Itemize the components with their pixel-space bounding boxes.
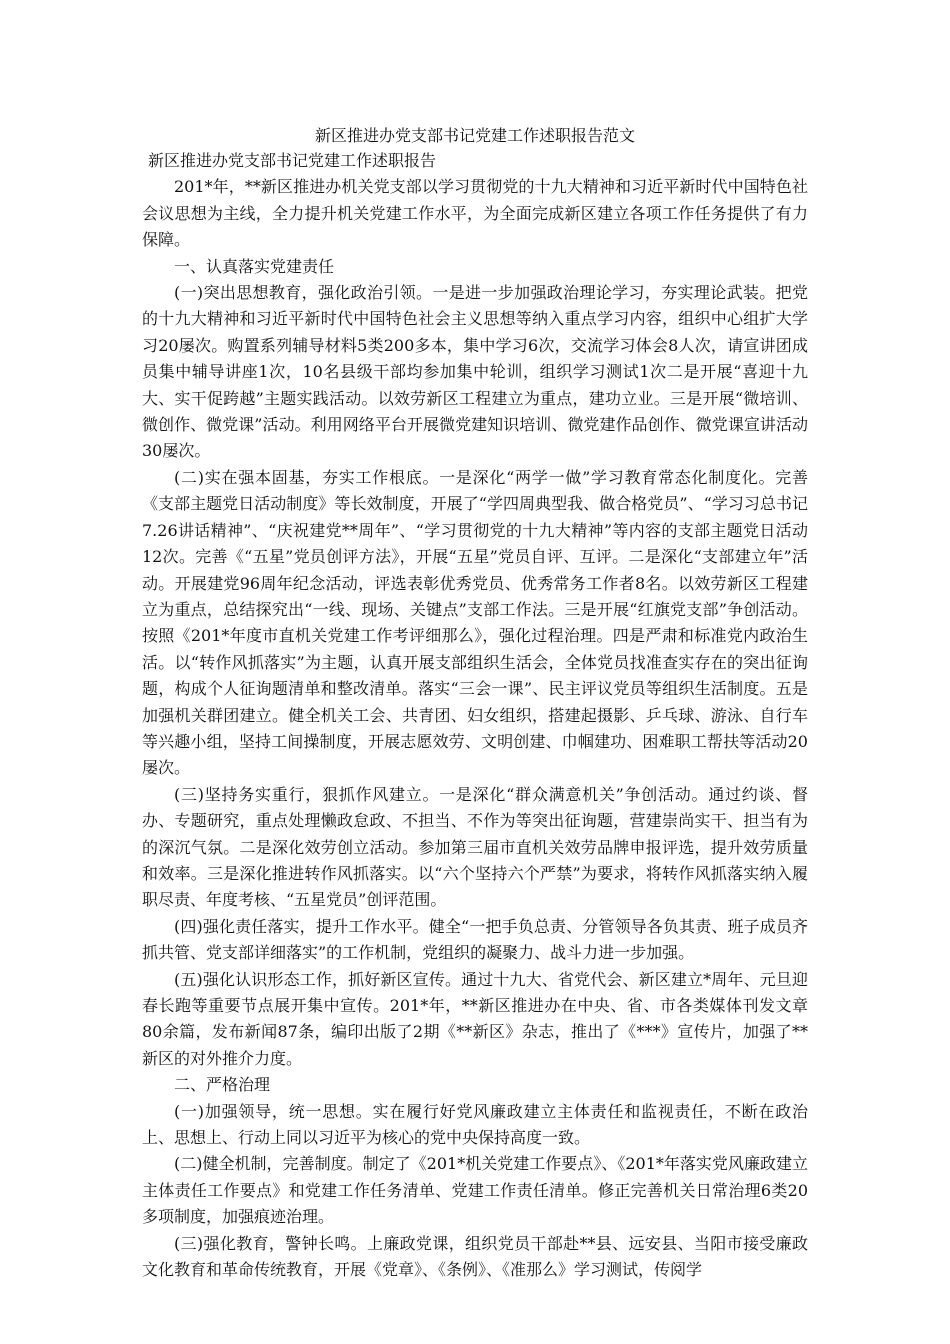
document-body	[142, 148, 808, 1283]
paragraph-2-3: (三)强化教育，警钟长鸣。上廉政党课，组织党员干部赴**县、远安县、当阳市接受廉政文化教育和革命传统教育，开展《党章》、《条例》、《准那么》学习测试，传阅学	[142, 1233, 808, 1280]
paragraph-2-1: (一)加强领导，统一思想。实在履行好党风廉政建立主体责任和监视责任，不断在政治上、思想上、行动上同以习近平为核心的党中央保持高度一致。	[142, 1101, 808, 1148]
report-subtitle: 新区推进办党支部书记党建工作述职报告	[148, 151, 437, 170]
paragraph-1-2: (二)实在强本固基，夯实工作根底。一是深化“两学一做”学习教育常态化制度化。完善《支部主题党日活动制度》等长效制度，开展了“学四周典型我、做合格党员”、“学习习总书记7.26讲话精神”、“庆祝建党**周年”、“学习贯彻党的十九大精神”等内容的支部主题党日活动12次。完善《“五星”党员创评方法》，开展“五星”党员自评、互评。二是深化“支部建立年”活动。开展建党96周年纪念活动，评选表彰优秀党员、优秀常务工作者8名。以效劳新区工程建立为重点，总结探究出“一线、现场、关键点”支部工作法。三是开展“红旗党支部”争创活动。按照《201*年度市直机关党建工作考评细那么》，强化过程治理。四是严肃和标准党内政治生活。以“转作风抓落实”为主题，认真开展支部组织生活会，全体党员找准查实存在的突出征询题，构成个人征询题清单和整改清单。落实“三会一课”、民主评议党员等组织生活制度。五是加强机关群团建立。健全机关工会、共青团、妇女组织，搭建起摄影、乒乓球、游泳、自行车等兴趣小组，坚持工间操制度，开展志愿效劳、文明创建、巾帼建功、困难职工帮扶等活动20屡次。	[142, 467, 808, 778]
section-heading-1: 一、认真落实党建责任	[174, 256, 335, 276]
intro-paragraph: 201*年，**新区推进办机关党支部以学习贯彻党的十九大精神和习近平新时代中国特色社会议思想为主线，全力提升机关党建工作水平，为全面完成新区建立各项工作任务提供了有力保障。	[142, 177, 808, 250]
paragraph-1-3: (三)坚持务实重行，狠抓作风建立。一是深化“群众满意机关”争创活动。通过约谈、督办、专题研究，重点处理懒政怠政、不担当、不作为等突出征询题，营建崇尚实干、担当有为的深沉气氛。二是深化效劳创立活动。参加第三届市直机关效劳品牌申报评选，提升效劳质量和效率。三是深化推进转作风抓落实。以“六个坚持六个严禁”为要求，将转作风抓落实纳入履职尽责、年度考核、“五星党员”创评范围。	[142, 784, 808, 910]
paragraph-1-5: (五)强化认识形态工作，抓好新区宣传。通过十九大、省党代会、新区建立*周年、元旦迎春长跑等重要节点展开集中宣传。201*年，**新区推进办在中央、省、市各类媒体刊发文章80余篇，发布新闻87条，编印出版了2期《**新区》杂志，推出了《***》宣传片，加强了**新区的对外推介力度。	[142, 969, 808, 1068]
paragraph-1-4: (四)强化责任落实，提升工作水平。健全“一把手负总责、分管领导各负其责、班子成员齐抓共管、党支部详细落实”的工作机制，党组织的凝聚力、战斗力进一步加强。	[142, 916, 808, 963]
paragraph-1-1: (一)突出思想教育，强化政治引领。一是进一步加强政治理论学习，夯实理论武装。把党的十九大精神和习近平新时代中国特色社会主义思想等纳入重点学习内容，组织中心组扩大学习20屡次。购置系列辅导材料5类200多本，集中学习6次，交流学习体会8人次，请宣讲团成员集中辅导讲座1次，10名县级干部均参加集中轮训，组织学习测试1次二是开展“喜迎十九大、实干促跨越”主题实践活动。以效劳新区工程建立为重点，建功立业。三是开展“微培训、微创作、微党课”活动。利用网络平台开展微党建知识培训、微党建作品创作、微党课宣讲活动30屡次。	[142, 283, 808, 461]
paragraph-2-2: (二)健全机制，完善制度。制定了《201*机关党建工作要点》、《201*年落实党风廉政建立主体责任工作要点》和党建工作任务清单、党建工作责任清单。修正完善机关日常治理6类20多项制度，加强痕迹治理。	[142, 1154, 808, 1227]
section-heading-2: 二、严格治理	[174, 1075, 271, 1095]
document-title: 新区推进办党支部书记党建工作述职报告范文	[314, 126, 635, 145]
